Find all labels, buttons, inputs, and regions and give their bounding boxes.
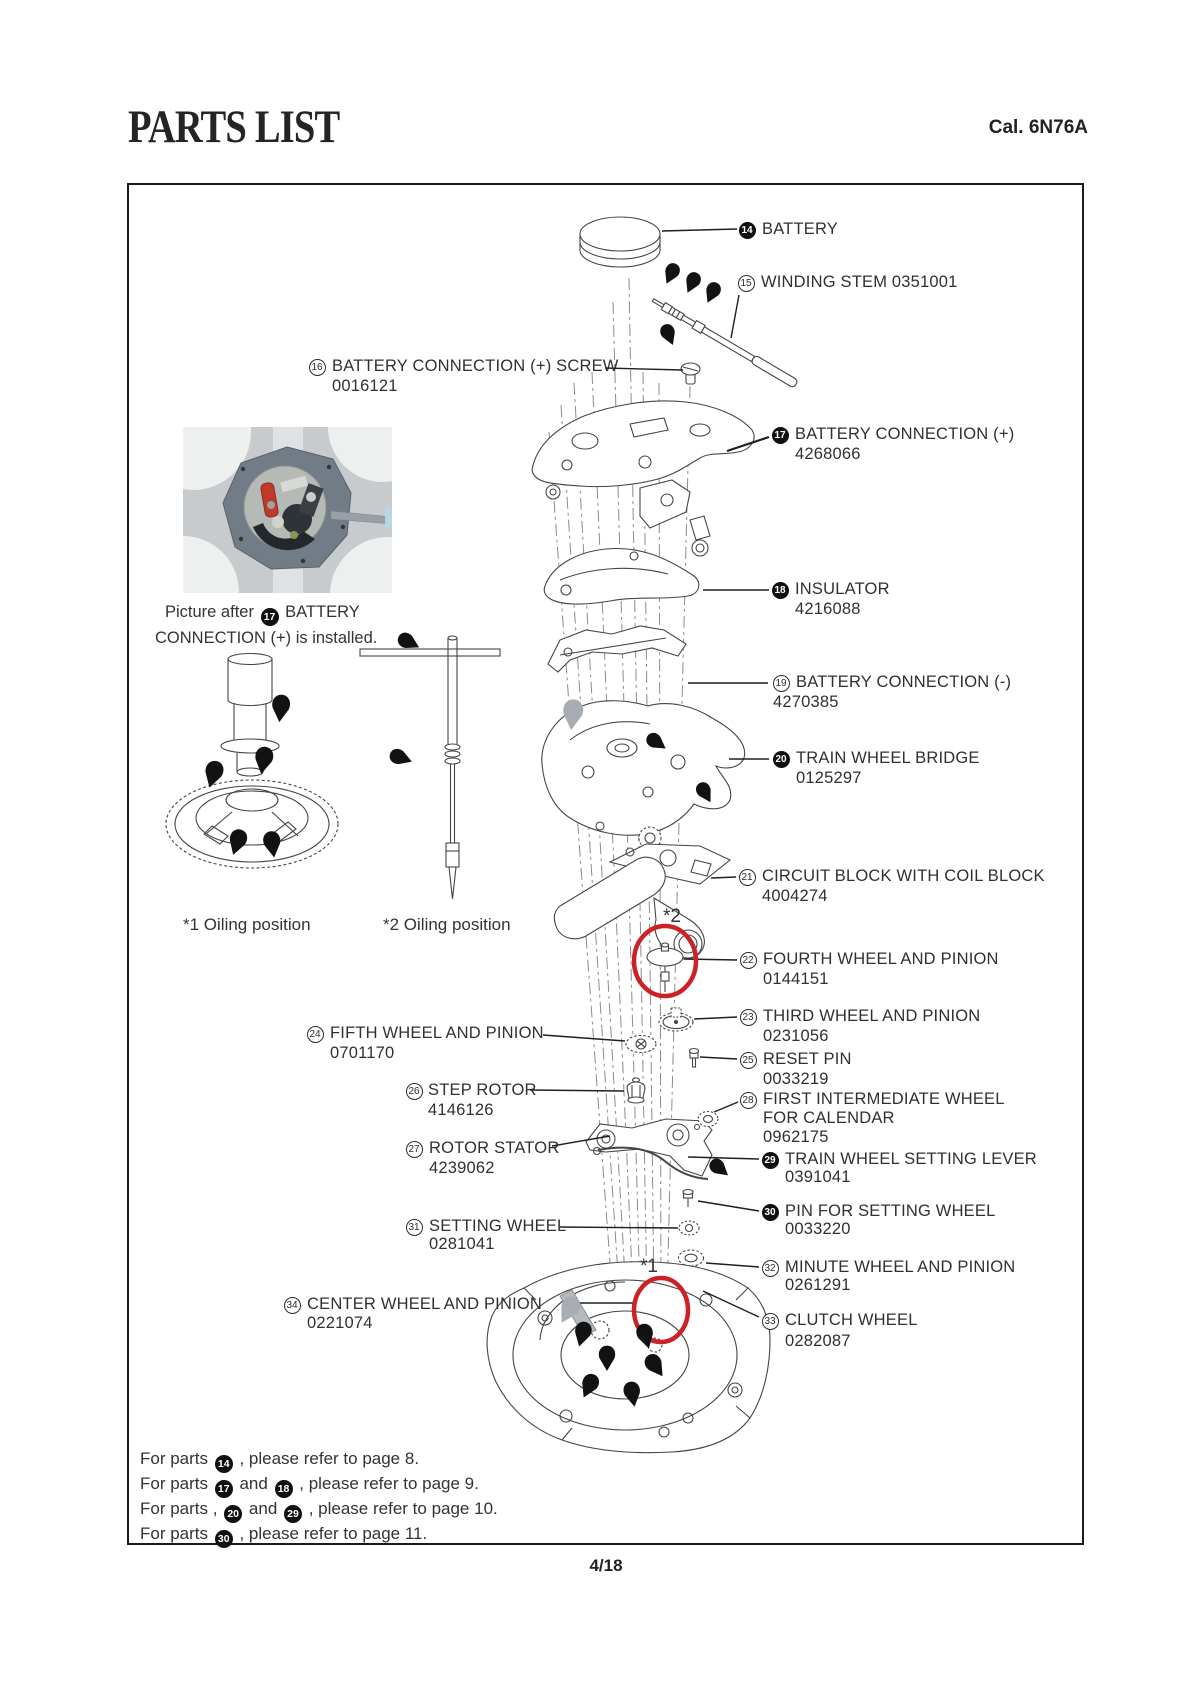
part-label-23: THIRD WHEEL AND PINION 0231056 xyxy=(763,1007,981,1045)
part-code-28: 0962175 xyxy=(763,1127,829,1146)
part-code-17: 4268066 xyxy=(795,445,861,463)
part-number-badge-17: 17 xyxy=(261,608,279,626)
footer-note-2: For parts 17 and 18 , please refer to page 9. xyxy=(140,1471,479,1499)
part-number-badge-14: 14 xyxy=(215,1455,233,1473)
photo-caption-line-2: CONNECTION (+) is installed. xyxy=(155,629,378,647)
part-label-28: FIRST INTERMEDIATE WHEEL FOR CALENDAR 0962175 xyxy=(763,1089,1005,1146)
main-plate-drawing xyxy=(487,1262,770,1453)
third-wheel-drawing xyxy=(659,1008,693,1031)
part-number-badge-16: 16 xyxy=(309,359,326,376)
part-label-15: WINDING STEM 0351001 xyxy=(761,273,958,291)
setting-wheel-drawing xyxy=(679,1221,699,1235)
part-code-26: 4146126 xyxy=(428,1101,494,1119)
part-code-23: 0231056 xyxy=(763,1027,829,1045)
part-code-30: 0033220 xyxy=(785,1220,851,1238)
oiling-position-2-drawing xyxy=(360,636,500,899)
part-number-badge-30: 30 xyxy=(762,1204,779,1221)
oiling-position-1-label: *1 Oiling position xyxy=(183,915,311,934)
part-code-21: 4004274 xyxy=(762,887,828,905)
part-number-badge-18: 18 xyxy=(772,582,789,599)
part-code-27: 4239062 xyxy=(429,1159,495,1177)
part-number-badge-34: 34 xyxy=(284,1297,301,1314)
movement-photo xyxy=(183,427,392,593)
part-number-badge-20: 20 xyxy=(224,1505,242,1523)
part-code-16: 0016121 xyxy=(332,377,398,395)
part-number-badge-14: 14 xyxy=(739,222,756,239)
part-label-16: BATTERY CONNECTION (+) SCREW 0016121 xyxy=(332,357,619,395)
star2-mark: *2 xyxy=(663,906,681,927)
part-number-badge-19: 19 xyxy=(773,675,790,692)
part-number-badge-33: 33 xyxy=(762,1313,779,1330)
part-number-badge-21: 21 xyxy=(739,869,756,886)
part-code-20: 0125297 xyxy=(796,769,862,787)
fifth-wheel-drawing xyxy=(626,1036,656,1053)
part-number-badge-29: 29 xyxy=(284,1505,302,1523)
part-number-badge-26: 26 xyxy=(406,1083,423,1100)
screwdriver-handle xyxy=(385,507,392,529)
part-label-30: PIN FOR SETTING WHEEL 0033220 xyxy=(785,1202,996,1238)
part-label-24: FIFTH WHEEL AND PINION 0701170 xyxy=(330,1024,544,1062)
part-number-badge-20: 20 xyxy=(773,751,790,768)
part-label-31: SETTING WHEEL 0281041 xyxy=(429,1217,567,1253)
part-number-badge-17: 17 xyxy=(772,427,789,444)
part-number-badge-32: 32 xyxy=(762,1260,779,1277)
part-code-32: 0261291 xyxy=(785,1276,851,1294)
part-number-badge-23: 23 xyxy=(740,1009,757,1026)
part-number-badge-31: 31 xyxy=(406,1219,423,1236)
part-code-18: 4216088 xyxy=(795,600,861,618)
part-number-badge-18: 18 xyxy=(275,1480,293,1498)
part-label-18: INSULATOR 4216088 xyxy=(795,580,890,618)
footer-note-1: For parts 14 , please refer to page 8. xyxy=(140,1446,419,1474)
part-label-20: TRAIN WHEEL BRIDGE 0125297 xyxy=(796,749,980,787)
part-code-34: 0221074 xyxy=(307,1313,373,1332)
part-number-badge-27: 27 xyxy=(406,1141,423,1158)
part-number-badge-17: 17 xyxy=(215,1480,233,1498)
footer-note-4: For parts 30 , please refer to page 11. xyxy=(140,1521,427,1549)
footer-note-3: For parts , 20 and 29 , please refer to page 10. xyxy=(140,1496,498,1524)
plus-screw-drawing xyxy=(681,363,700,384)
part-label-22: FOURTH WHEEL AND PINION 0144151 xyxy=(763,950,999,988)
part-number-badge-24: 24 xyxy=(307,1026,324,1043)
page-title: PARTS LIST xyxy=(128,101,340,153)
part-number-badge-22: 22 xyxy=(740,952,757,969)
part-label-29: TRAIN WHEEL SETTING LEVER 0391041 xyxy=(785,1150,1037,1186)
oiling-position-2-label: *2 Oiling position xyxy=(383,915,511,934)
part-label-26: STEP ROTOR 4146126 xyxy=(428,1081,537,1119)
part-label-14: BATTERY xyxy=(762,220,838,238)
part-code-24: 0701170 xyxy=(330,1044,395,1062)
part-label-34: CENTER WHEEL AND PINION 0221074 xyxy=(307,1294,543,1332)
battery-connection-minus-drawing xyxy=(548,626,686,672)
part-number-badge-15: 15 xyxy=(738,275,755,292)
insulator-drawing xyxy=(544,548,699,604)
rotor-stator-drawing xyxy=(586,1119,712,1176)
setting-wheel-pin-drawing xyxy=(683,1190,693,1208)
battery-drawing xyxy=(580,217,660,267)
part-label-25: RESET PIN 0033219 xyxy=(763,1050,852,1088)
part-number-badge-25: 25 xyxy=(740,1052,757,1069)
part-label-21: CIRCUIT BLOCK WITH COIL BLOCK 4004274 xyxy=(762,867,1045,905)
first-intermediate-wheel-drawing xyxy=(698,1112,718,1127)
page-number: 4/18 xyxy=(589,1556,623,1575)
part-code-22: 0144151 xyxy=(763,970,829,988)
photo-caption-line-1: Picture after 17 BATTERY xyxy=(165,603,360,626)
part-number-badge-29: 29 xyxy=(762,1152,779,1169)
part-code-25: 0033219 xyxy=(763,1070,829,1088)
part-code-31: 0281041 xyxy=(429,1235,495,1253)
part-number-badge-28: 28 xyxy=(740,1092,757,1109)
part-number-badge-30: 30 xyxy=(215,1530,233,1548)
part-label-32: MINUTE WHEEL AND PINION 0261291 xyxy=(785,1258,1016,1294)
oiling-position-1-drawing xyxy=(166,654,338,869)
fourth-wheel-drawing xyxy=(647,943,683,992)
part-code-19: 4270385 xyxy=(773,693,839,711)
part-label-17: BATTERY CONNECTION (+) 4268066 xyxy=(795,425,1015,463)
step-rotor-drawing xyxy=(627,1078,645,1103)
part-label-33: CLUTCH WHEEL 0282087 xyxy=(785,1310,918,1350)
caliber-label: Cal. 6N76A xyxy=(988,117,1088,138)
star1-mark: *1 xyxy=(640,1256,658,1277)
part-code-33: 0282087 xyxy=(785,1331,851,1350)
part-code-29: 0391041 xyxy=(785,1168,851,1186)
battery-connection-plus-drawing xyxy=(532,401,754,556)
part-label-19: BATTERY CONNECTION (-) 4270385 xyxy=(773,673,1012,711)
reset-pin-drawing xyxy=(690,1049,699,1068)
part-label-27: ROTOR STATOR 4239062 xyxy=(429,1139,560,1177)
